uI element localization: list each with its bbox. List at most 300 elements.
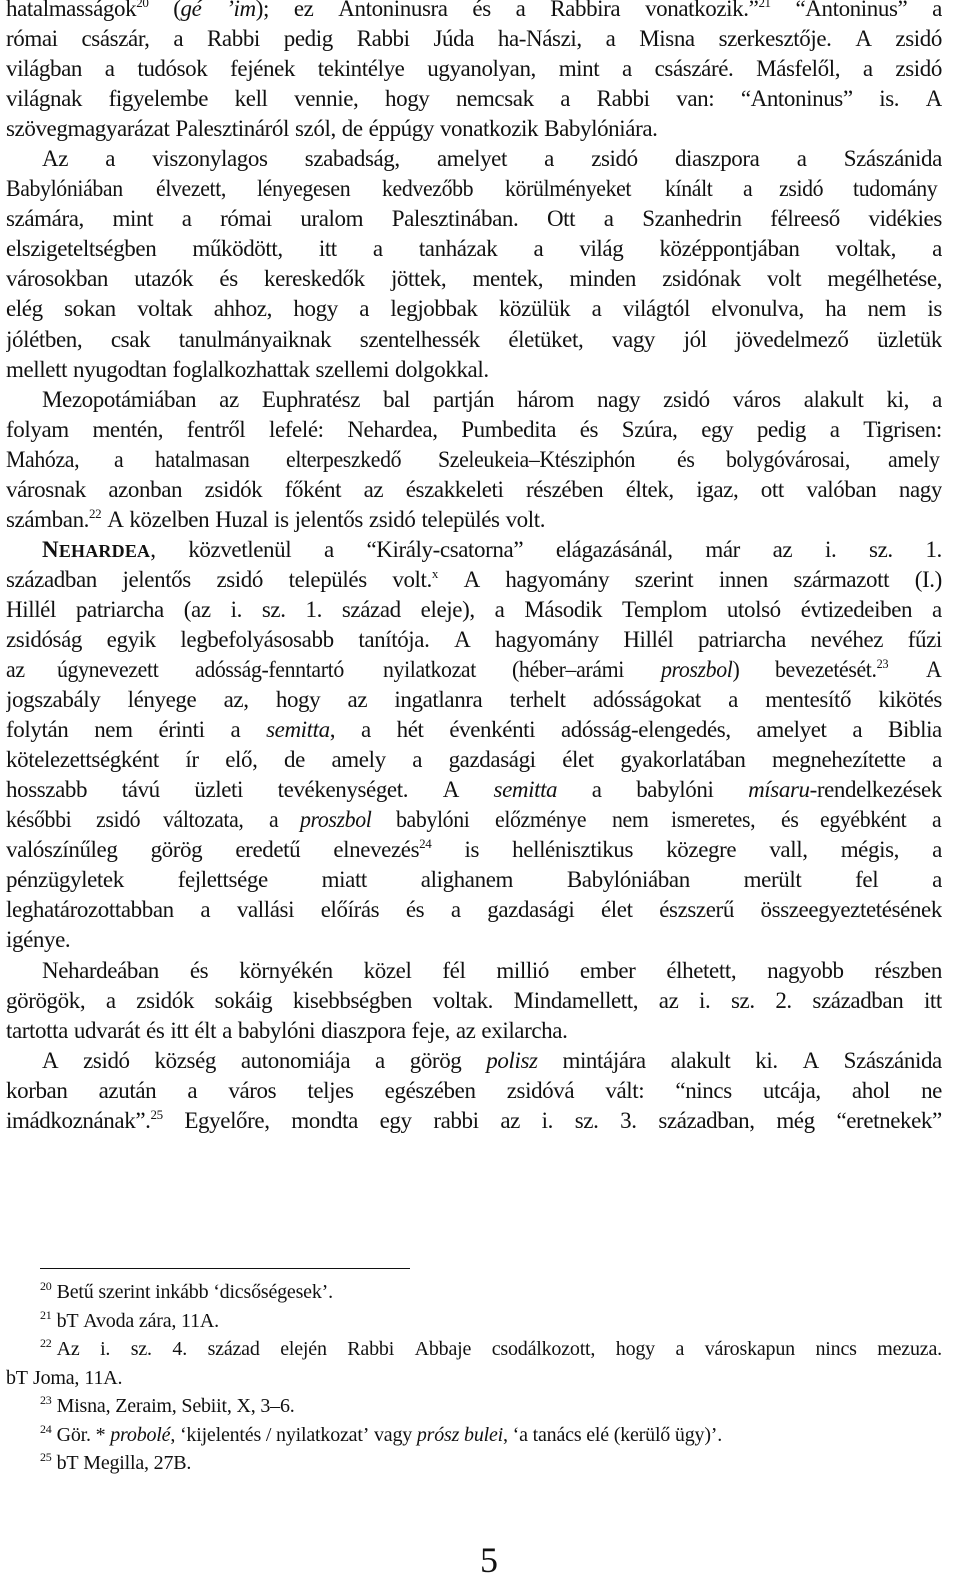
- word: a: [105, 987, 116, 1013]
- word: zsidók: [136, 987, 194, 1013]
- word: az: [500, 1107, 520, 1133]
- word: lényegesen: [256, 176, 351, 202]
- word: ugyanolyan,: [427, 56, 536, 82]
- word: adósság-fenntartó: [195, 657, 344, 683]
- word: a: [181, 206, 192, 232]
- word: Szanhedrin: [642, 206, 742, 232]
- word: eleje),: [420, 596, 475, 622]
- word: működött,: [192, 236, 283, 262]
- word: (gé: [173, 0, 202, 21]
- text-line: [6, 835, 942, 865]
- word: feje,: [411, 1017, 450, 1043]
- word: foglalkozhattak: [172, 356, 310, 382]
- word: éltek,: [625, 476, 674, 502]
- word: adósság-elengedés,: [561, 717, 731, 743]
- text-line: [6, 986, 942, 1016]
- word: és: [219, 266, 238, 292]
- body-text: [6, 0, 942, 1136]
- word: számára,: [6, 206, 84, 232]
- word: élhetett,: [666, 957, 737, 983]
- word: és: [405, 897, 425, 923]
- word: A: [454, 626, 471, 652]
- word: környékén: [239, 957, 333, 983]
- word: A: [107, 506, 124, 532]
- word: partján: [433, 386, 495, 412]
- word: hagyomány: [505, 566, 610, 592]
- word: pénzügyletek: [6, 867, 124, 893]
- text-line: [6, 84, 942, 114]
- text-line: [6, 956, 942, 986]
- word: X,: [236, 1395, 256, 1417]
- word: tudomány: [853, 176, 938, 202]
- text-line: [6, 144, 942, 174]
- word: mintájára: [562, 1047, 646, 1073]
- word: gyakorlatában: [620, 747, 746, 773]
- word: igénye.: [6, 927, 71, 953]
- word: zsidóság: [6, 626, 83, 652]
- word: adósságokat: [592, 687, 701, 713]
- word: semitta,: [266, 717, 336, 743]
- word: Szászánida: [843, 146, 942, 172]
- word: az: [363, 476, 384, 502]
- text-line: [6, 54, 942, 84]
- word: a: [932, 0, 942, 21]
- text-line: [6, 715, 942, 745]
- word: üzleti: [194, 777, 244, 803]
- word: zsidónak: [662, 266, 741, 292]
- text-line: [6, 445, 942, 475]
- word: elnevezés$^{24}$: [333, 836, 432, 863]
- word: a: [230, 717, 241, 743]
- word: imádkoznának”.$^{25}$: [6, 1106, 163, 1133]
- word: azonban: [108, 476, 183, 502]
- word: Abbaje: [414, 1338, 472, 1360]
- word: században: [812, 987, 904, 1013]
- word: teljes: [307, 1077, 354, 1103]
- word: ‘dicsőségesek’.: [213, 1281, 333, 1303]
- word: település: [421, 506, 500, 532]
- footnote-number: 22: [40, 1336, 52, 1350]
- word: babylóni: [636, 777, 714, 803]
- word: (kerülő: [613, 1423, 671, 1446]
- word: ha-Nászi,: [497, 26, 582, 52]
- text-line: [6, 865, 942, 895]
- word: rabbi: [433, 1107, 479, 1133]
- word: Sebiit,: [181, 1395, 232, 1417]
- word: Júda: [433, 26, 475, 52]
- word: A: [925, 86, 942, 112]
- word: zsidó: [95, 807, 141, 833]
- word: élt: [194, 1017, 217, 1043]
- word: jelentős: [122, 566, 191, 592]
- word: jólétben,: [6, 326, 83, 352]
- word: viszonylagos: [152, 146, 268, 172]
- word: is: [464, 837, 480, 863]
- word: 4.: [172, 1338, 188, 1360]
- word: a: [932, 807, 942, 833]
- word: életüket,: [508, 326, 584, 352]
- footnote-first-word: $^{25}$ bT: [40, 1450, 79, 1474]
- text-line: [6, 625, 942, 655]
- word: az: [219, 386, 239, 412]
- word: nyugodtan: [73, 356, 167, 382]
- word: zsidóvá: [506, 1077, 575, 1103]
- word: éppúgy: [368, 116, 434, 142]
- word: az: [455, 1017, 476, 1043]
- word: bT: [6, 1366, 28, 1389]
- word: ki,: [886, 386, 909, 412]
- word: hét: [396, 717, 424, 743]
- word: még: [776, 1107, 815, 1133]
- word: és: [472, 0, 491, 21]
- word: a: [323, 536, 334, 562]
- word: is: [274, 506, 289, 532]
- word: szentelhessék: [359, 326, 480, 352]
- word: szól,: [295, 116, 336, 142]
- text-line: [6, 535, 942, 565]
- word: fűzi: [907, 626, 942, 652]
- text-line: [6, 505, 942, 535]
- text-line: [6, 325, 942, 355]
- word: 3–6.: [260, 1395, 295, 1417]
- word: a: [796, 146, 807, 172]
- word: közel: [363, 957, 412, 983]
- word: sz.: [869, 536, 893, 562]
- footnote: [6, 1449, 942, 1478]
- word: volt.$^x$: [392, 565, 438, 592]
- word: Templom: [621, 596, 707, 622]
- word: 11A.: [84, 1366, 123, 1389]
- text-line: [6, 385, 942, 415]
- word: a: [852, 717, 863, 743]
- word: a: [412, 747, 423, 773]
- word: fejének: [230, 56, 296, 82]
- word: Szeleukeia–Ktésziphón: [438, 446, 636, 472]
- word: és: [189, 957, 209, 983]
- word: merült: [743, 867, 802, 893]
- word: részében: [525, 476, 604, 502]
- word: és: [780, 807, 799, 833]
- word: volt.: [505, 506, 546, 532]
- word: mentesítő: [765, 687, 852, 713]
- word: sz.: [730, 987, 755, 1013]
- text-line: [6, 264, 942, 294]
- word: Pumbedita: [461, 416, 557, 442]
- word: szerint: [98, 1281, 151, 1303]
- word: császár,: [81, 26, 150, 52]
- word: Babylóniában: [6, 176, 123, 202]
- word: előzménye: [494, 807, 586, 833]
- text-line: [6, 475, 942, 505]
- word: származott: [793, 566, 890, 592]
- word: Joma,: [33, 1366, 80, 1389]
- word: Nehardeában: [42, 957, 159, 983]
- word: a: [591, 777, 602, 803]
- word: észszerű: [659, 897, 734, 923]
- word: mint: [558, 56, 600, 82]
- word: (héber–arámi: [512, 657, 625, 683]
- word: amely: [887, 446, 940, 472]
- word: exilarcha.: [481, 1017, 568, 1043]
- word: bolygóvárosai,: [726, 446, 851, 472]
- word: távú: [121, 777, 160, 803]
- word: Rabbi: [596, 86, 650, 112]
- word: fejlettsége: [177, 867, 268, 893]
- word: amely: [331, 747, 386, 773]
- word: vennie,: [294, 86, 359, 112]
- word: szerint: [634, 566, 694, 592]
- text-line: [6, 805, 942, 835]
- word: kínált: [665, 176, 713, 202]
- text-line: [6, 355, 942, 385]
- word: megélhetése,: [827, 266, 942, 292]
- word: A: [463, 566, 480, 592]
- text-line: [6, 415, 942, 445]
- text-line: [6, 925, 942, 955]
- text-line: [6, 24, 942, 54]
- word: “nincs: [675, 1077, 732, 1103]
- word: világtól: [622, 296, 690, 322]
- word: amelyet: [756, 717, 827, 743]
- word: egyébként: [820, 807, 907, 833]
- word: közvetlenül: [188, 536, 292, 562]
- word: utazók: [134, 266, 194, 292]
- word: Rabbi: [347, 1338, 395, 1360]
- word: Palesztináról: [175, 116, 290, 142]
- footnote: [6, 1307, 942, 1336]
- word: félreeső: [770, 206, 840, 232]
- word: gazdasági: [487, 897, 575, 923]
- text-line: [6, 1106, 942, 1136]
- word: ne: [921, 1077, 942, 1103]
- word: ‘a: [512, 1423, 528, 1446]
- word: sz.: [130, 1338, 152, 1360]
- word: a: [728, 687, 738, 713]
- word: Megilla,: [83, 1452, 149, 1474]
- word: csak: [110, 326, 151, 352]
- word: probolé,: [110, 1423, 176, 1446]
- word: utcája,: [762, 1077, 821, 1103]
- text-line: [6, 0, 942, 24]
- word: római: [220, 206, 272, 232]
- word: alighanem: [420, 867, 513, 893]
- footnote-number: 25: [40, 1450, 52, 1464]
- word: lefelé:: [268, 416, 324, 442]
- footnotes: [6, 1278, 942, 1478]
- word: Biblia: [888, 717, 942, 743]
- word: a: [675, 1338, 685, 1360]
- word: közelben: [129, 506, 210, 532]
- word: azután: [98, 1077, 157, 1103]
- word: a: [544, 146, 554, 172]
- word: közegre: [666, 837, 737, 863]
- word: *: [95, 1423, 106, 1446]
- word: Euphratész: [261, 386, 361, 412]
- word: ’im);: [226, 0, 269, 21]
- word: Szászánida: [843, 1047, 942, 1073]
- word: hellénisztikus: [512, 837, 634, 863]
- word: “Antoninus”: [795, 0, 908, 21]
- word: zsidó: [663, 386, 710, 412]
- word: 3.: [620, 1107, 637, 1133]
- word: évenkénti: [449, 717, 536, 743]
- word: a: [360, 717, 371, 743]
- word: városkapun: [704, 1338, 795, 1360]
- word: a: [105, 146, 116, 172]
- text-line: [6, 294, 942, 324]
- word: és: [579, 416, 599, 442]
- word: a: [829, 416, 840, 442]
- word: semitta: [493, 777, 558, 803]
- word: a: [932, 837, 942, 863]
- word: A: [442, 777, 459, 803]
- word: proszbol: [300, 807, 372, 833]
- footnote: [6, 1421, 942, 1450]
- word: kisebbségben: [292, 987, 412, 1013]
- word: Tigrisen:: [863, 416, 942, 442]
- word: Mahóza,: [6, 446, 80, 472]
- word: van:: [676, 86, 715, 112]
- word: a: [375, 1047, 385, 1073]
- word: 27B.: [153, 1452, 192, 1474]
- word: korban: [6, 1077, 68, 1103]
- footnote-separator: [40, 1268, 410, 1269]
- word: Hillél: [6, 596, 56, 622]
- word: egy: [379, 1107, 412, 1133]
- word: itt: [170, 1017, 189, 1043]
- word: valószínűleg: [6, 837, 118, 863]
- word: kötelezettségként: [6, 747, 159, 773]
- word: a: [742, 176, 752, 202]
- word: a: [173, 26, 184, 52]
- word: jöttek,: [390, 266, 447, 292]
- word: az: [658, 987, 679, 1013]
- word: a: [560, 86, 571, 112]
- word: század: [207, 1338, 260, 1360]
- word: hatalmasságok$^{20}$: [6, 0, 149, 21]
- word: elég: [6, 296, 43, 322]
- word: elszigeteltségben: [6, 236, 157, 262]
- word: a: [862, 56, 873, 82]
- word: vallási: [236, 897, 295, 923]
- word: a: [932, 386, 942, 412]
- word: a: [605, 26, 616, 52]
- word: voltak,: [835, 236, 896, 262]
- word: a: [932, 596, 942, 622]
- word: (I.): [914, 566, 942, 592]
- word: tanházak: [418, 236, 498, 262]
- word: ahhoz,: [213, 296, 272, 322]
- word: zsidó: [591, 146, 638, 172]
- word: Palesztinában.: [391, 206, 519, 232]
- word: volt: [766, 266, 802, 292]
- word: de: [341, 116, 363, 142]
- word: 1.: [305, 596, 322, 622]
- word: nagyobb: [767, 957, 844, 983]
- word: számban.$^{22}$: [6, 505, 102, 532]
- word: Szúra,: [621, 416, 678, 442]
- word: Hillél: [623, 626, 674, 652]
- word: bal: [383, 386, 410, 412]
- footnote-first-word: $^{22}$ Az: [40, 1336, 80, 1360]
- word: későbbi: [6, 807, 72, 833]
- word: császáré.: [654, 56, 734, 82]
- word: dolgokkal.: [394, 356, 489, 382]
- word: nemcsak: [456, 86, 534, 112]
- word: szövegmagyarázat: [6, 116, 170, 142]
- word: minden: [569, 266, 636, 292]
- word: mondta: [291, 1107, 358, 1133]
- footnote: [6, 1278, 942, 1307]
- text-line: [6, 745, 942, 775]
- word: inkább: [155, 1281, 209, 1303]
- word: proszbol): [661, 657, 740, 683]
- footnote-first-word: $^{20}$ Betű: [40, 1279, 94, 1303]
- word: NEHARDEA,: [42, 536, 156, 562]
- word: zára,: [138, 1309, 177, 1332]
- word: három: [517, 386, 574, 412]
- text-line: [6, 895, 942, 925]
- word: Zeraim,: [115, 1395, 177, 1417]
- word: hosszabb: [6, 777, 88, 803]
- word: innen: [718, 566, 768, 592]
- word: “eretnekek”: [836, 1107, 942, 1133]
- word: Misna: [639, 26, 695, 52]
- word: sokan: [64, 296, 116, 322]
- word: ismeretes,: [671, 807, 756, 833]
- word: összeegyeztetésének: [760, 897, 942, 923]
- word: község: [154, 1047, 216, 1073]
- word: főként: [284, 476, 342, 502]
- word: előírás: [320, 897, 380, 923]
- word: eredetű: [235, 837, 301, 863]
- word: jövedelmező: [735, 326, 849, 352]
- word: mentén,: [92, 416, 164, 442]
- word: nyilatkozat’: [276, 1423, 370, 1446]
- word: jogszabály: [6, 687, 101, 713]
- word: terhelt: [509, 687, 566, 713]
- word: zsidó: [368, 506, 416, 532]
- word: csodálkozott,: [491, 1338, 596, 1360]
- word: nem: [611, 807, 649, 833]
- word: ha: [825, 296, 847, 322]
- text-line: [6, 595, 942, 625]
- word: folyam: [6, 416, 69, 442]
- word: már: [705, 536, 740, 562]
- word: egészében: [384, 1077, 476, 1103]
- word: nincs: [815, 1338, 857, 1360]
- word: patriarcha: [75, 596, 164, 622]
- word: mégis,: [840, 837, 899, 863]
- word: miatt: [321, 867, 367, 893]
- word: a: [932, 236, 942, 262]
- word: a: [200, 897, 211, 923]
- word: a: [359, 296, 370, 322]
- word: kedvezőbb: [382, 176, 474, 202]
- word: városokban: [6, 266, 109, 292]
- word: világ: [579, 236, 624, 262]
- word: gazdasági: [448, 747, 536, 773]
- footnote-first-word: $^{23}$ Misna,: [40, 1393, 111, 1417]
- word: valóban: [806, 476, 877, 502]
- word: település: [288, 566, 367, 592]
- page-number: 5: [480, 1540, 498, 1580]
- word: is.: [879, 86, 900, 112]
- word: görögök,: [6, 987, 86, 1013]
- word: A: [802, 1047, 819, 1073]
- word: Egyelőre,: [184, 1107, 270, 1133]
- text-line: [6, 114, 942, 144]
